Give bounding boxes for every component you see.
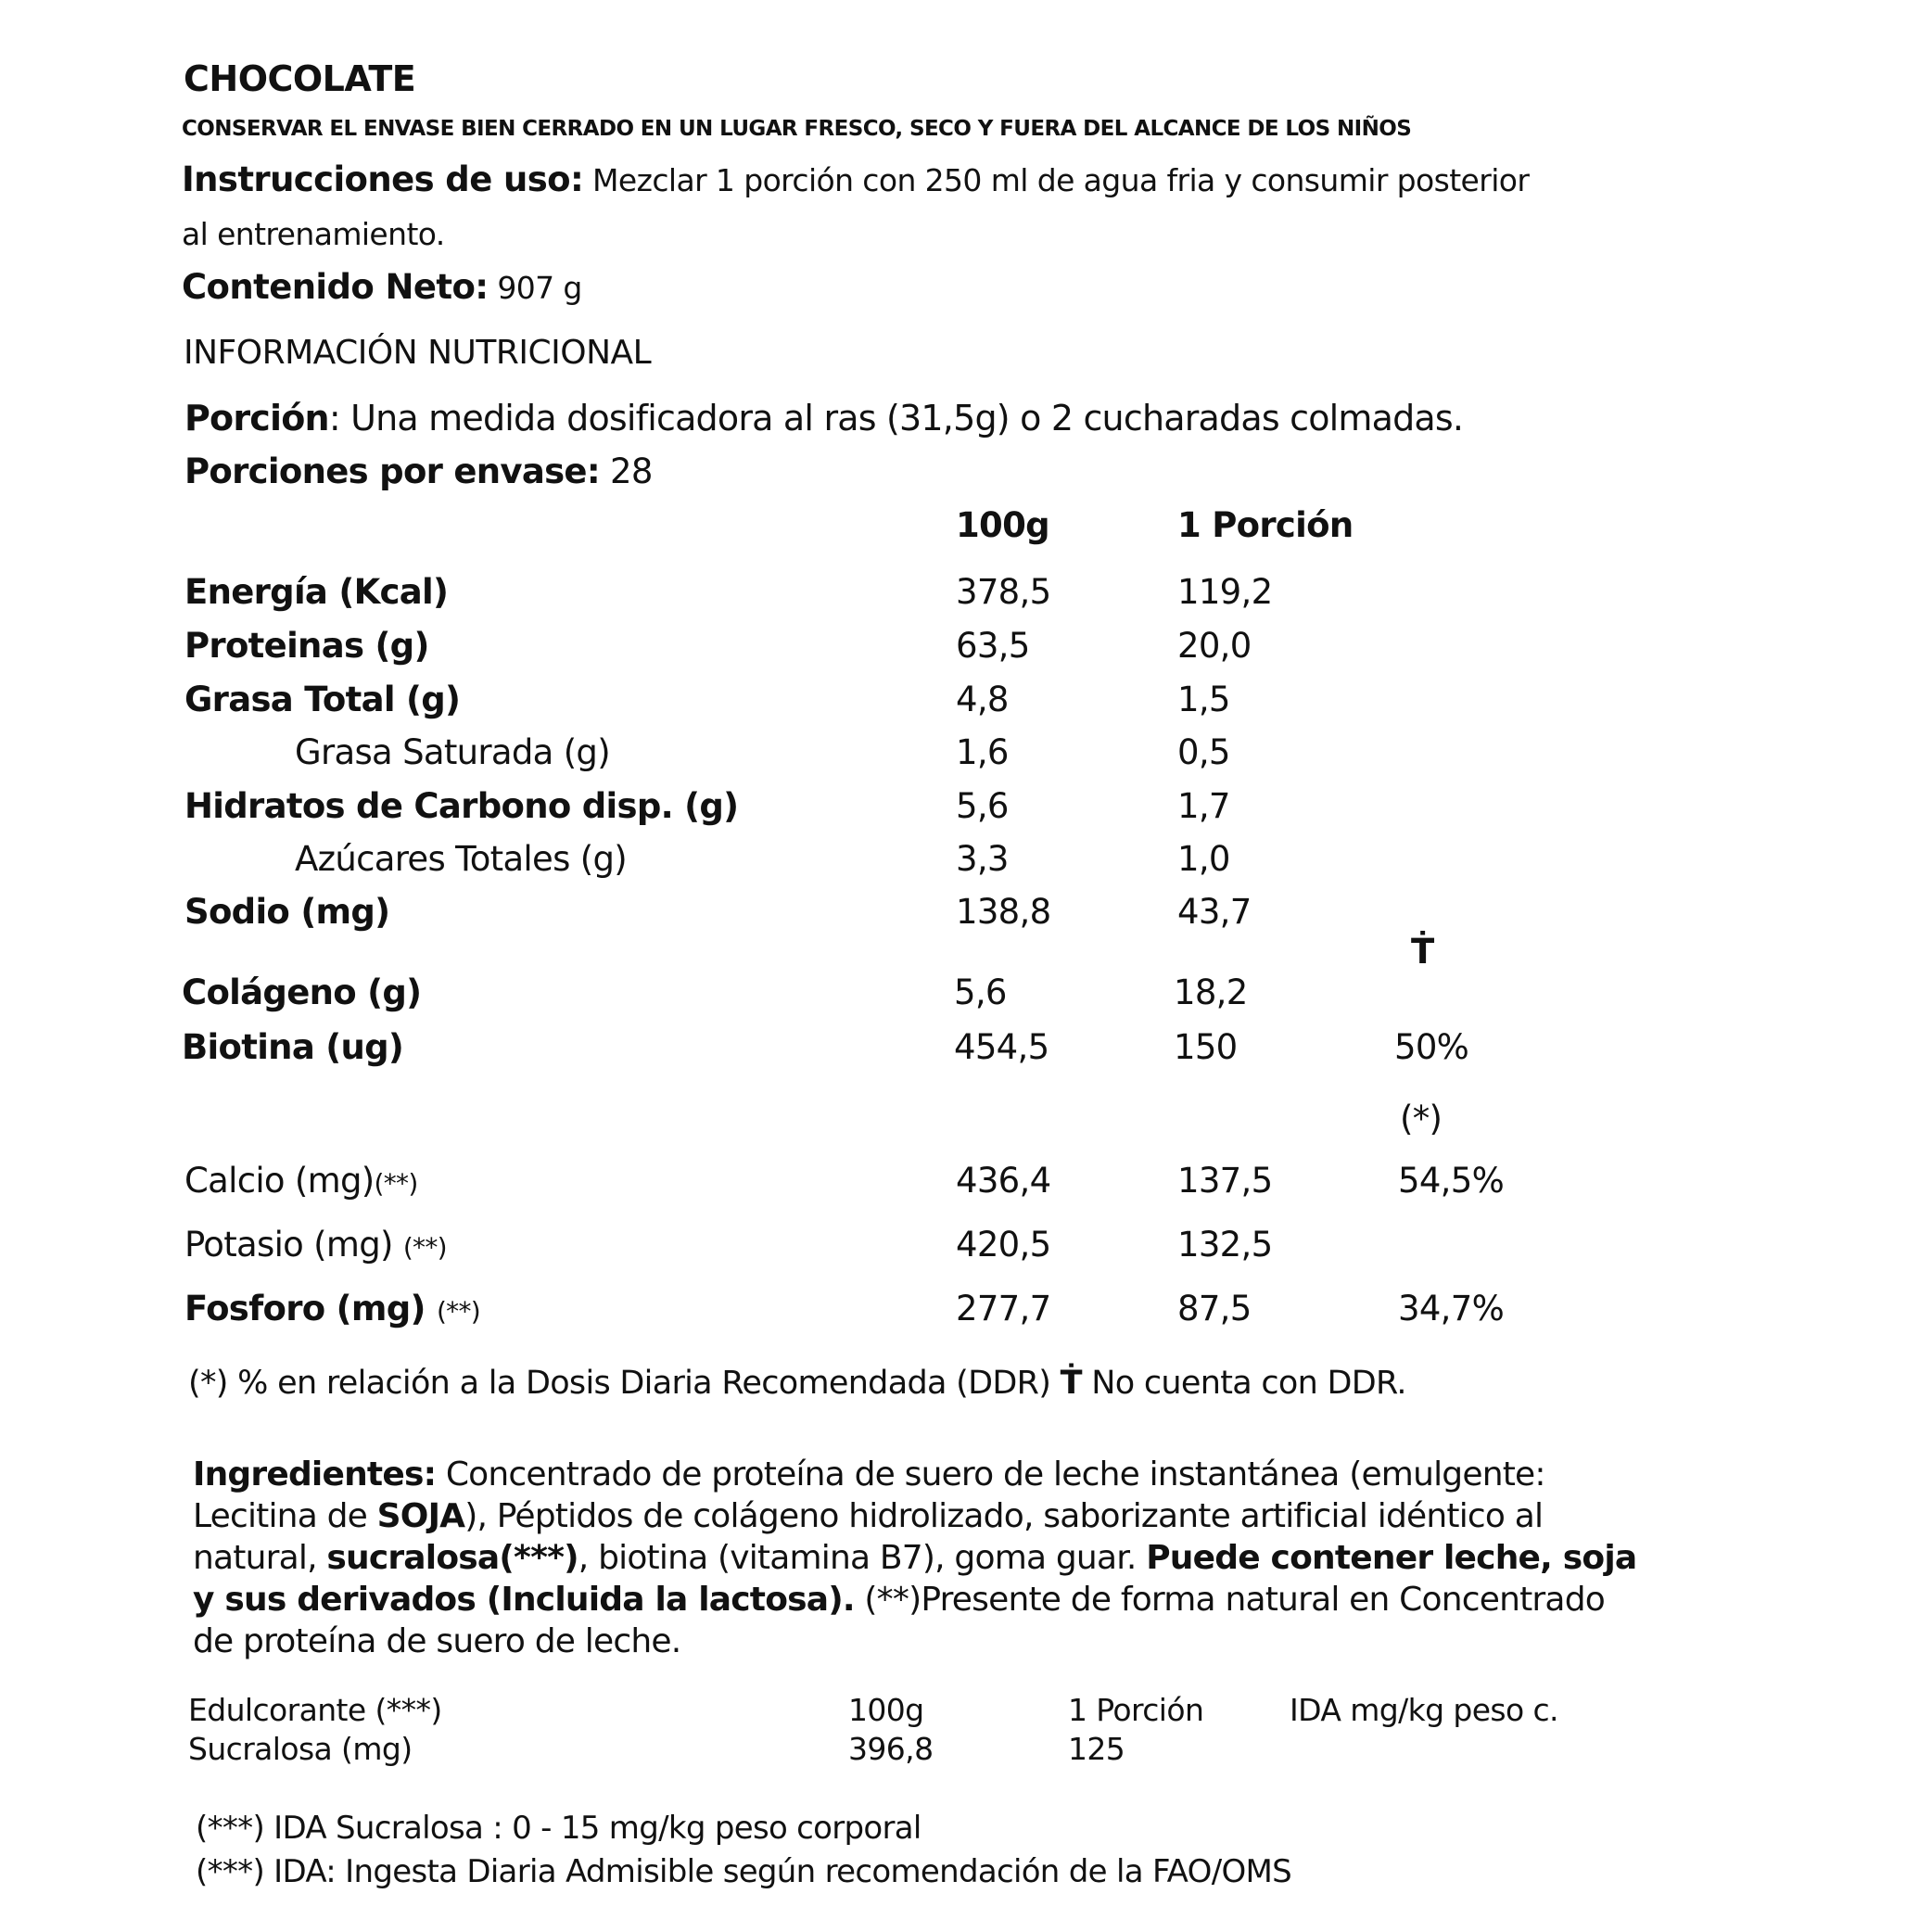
nutrient-value-100g: 138,8 (956, 892, 1051, 932)
nutrient-value-ddr: 50% (1394, 1027, 1469, 1067)
instructions-label: Instrucciones de uso: (182, 159, 584, 199)
sweetener-row-label: Sucralosa (mg) (188, 1731, 413, 1767)
mineral-value-100g: 436,4 (956, 1161, 1051, 1201)
nutrient-label: Hidratos de Carbono disp. (g) (184, 786, 739, 826)
nutrient-value-portion: 119,2 (1177, 572, 1273, 612)
dagger-symbol: Ṫ (1411, 932, 1434, 972)
instructions-line-2: al entrenamiento. (182, 216, 445, 252)
portion-line (184, 398, 1464, 439)
ingredients-text-2: ), Péptidos de colágeno hidrolizado, saborizante artificial idéntico al natural, (193, 1497, 1544, 1577)
footnote-text-1: (*) % en relación a la Dosis Diaria Recomendada (DDR) (188, 1365, 1051, 1402)
portion-label: Porción (184, 398, 329, 439)
net-content-label: Contenido Neto: (182, 267, 489, 307)
ddr-header: (*) (1400, 1099, 1443, 1138)
nutrient-label: Proteinas (g) (184, 626, 429, 666)
sweetener-row-portion: 125 (1068, 1731, 1125, 1767)
instructions-line-1 (182, 159, 1530, 199)
instructions-text: Mezclar 1 porción con 250 ml de agua fria y consumir posterior (583, 162, 1530, 198)
nutrient-value-100g: 454,5 (954, 1027, 1049, 1067)
sweetener-header-label: Edulcorante (***) (188, 1692, 442, 1728)
nutrient-label: Azúcares Totales (g) (295, 839, 627, 879)
mineral-label-line (184, 1225, 447, 1265)
servings-label: Porciones por envase: (184, 451, 600, 491)
ddr-footnote (188, 1367, 1406, 1400)
ingredients-paragraph (193, 1454, 1639, 1662)
mineral-value-portion: 132,5 (1177, 1225, 1273, 1265)
product-title: CHOCOLATE (184, 58, 416, 99)
column-header-portion: 1 Porción (1177, 505, 1354, 545)
nutrition-title: INFORMACIÓN NUTRICIONAL (184, 334, 652, 372)
nutrient-value-100g: 63,5 (956, 626, 1030, 666)
servings-line (184, 451, 653, 491)
nutrient-value-100g: 4,8 (956, 680, 1009, 719)
column-header-100g: 100g (956, 505, 1049, 545)
sweetener-note-2: (***) IDA: Ingesta Diaria Admisible según recomendación de la FAO/OMS (196, 1853, 1292, 1890)
nutrient-label: Sodio (mg) (184, 892, 390, 932)
mineral-value-portion: 137,5 (1177, 1161, 1273, 1201)
servings-value: 28 (599, 451, 653, 491)
nutrient-label: Colágeno (g) (182, 972, 422, 1012)
mineral-label: Potasio (mg) (184, 1225, 403, 1265)
mineral-value-ddr: 34,7% (1398, 1289, 1505, 1328)
mineral-label-line (184, 1291, 480, 1326)
ingredients-text-4: (**)Presente de forma natural en Concentrado de proteína de suero de leche. (193, 1581, 1605, 1660)
nutrient-value-100g: 378,5 (956, 572, 1051, 612)
mineral-label-line (184, 1161, 418, 1201)
footnote-text-2: No cuenta con DDR. (1091, 1365, 1406, 1402)
sweetener-header-portion: 1 Porción (1068, 1692, 1204, 1728)
ingredients-sucralosa: sucralosa(***) (326, 1539, 578, 1577)
nutrient-value-100g: 1,6 (956, 732, 1009, 772)
storage-warning: CONSERVAR EL ENVASE BIEN CERRADO EN UN LUGAR FRESCO, SECO Y FUERA DEL ALCANCE DE LOS NIÑOS (182, 117, 1412, 141)
mineral-value-100g: 277,7 (956, 1289, 1051, 1328)
nutrient-value-portion: 1,7 (1177, 786, 1230, 826)
mineral-value-100g: 420,5 (956, 1225, 1051, 1265)
nutrient-value-portion: 43,7 (1177, 892, 1252, 932)
portion-text: : Una medida dosificadora al ras (31,5g) o 2 cucharadas colmadas. (328, 398, 1464, 439)
ingredients-soja: SOJA (376, 1497, 465, 1535)
nutrient-label: Biotina (ug) (182, 1027, 404, 1067)
sweetener-row-100g: 396,8 (848, 1731, 934, 1767)
nutrient-value-100g: 3,3 (956, 839, 1009, 879)
sweetener-header-ida: IDA mg/kg peso c. (1290, 1692, 1558, 1728)
sweetener-note-1: (***) IDA Sucralosa : 0 - 15 mg/kg peso corporal (196, 1810, 922, 1847)
nutrient-value-portion: 18,2 (1174, 972, 1248, 1012)
footnote-dagger: Ṫ (1060, 1365, 1082, 1402)
nutrient-value-portion: 20,0 (1177, 626, 1252, 666)
net-content-value: 907 g (488, 270, 582, 306)
mineral-label: Fosforo (mg) (184, 1289, 437, 1328)
sweetener-header-100g: 100g (848, 1692, 924, 1728)
nutrient-value-100g: 5,6 (956, 786, 1009, 826)
nutrient-value-portion: 0,5 (1177, 732, 1230, 772)
nutrient-label: Energía (Kcal) (184, 572, 449, 612)
mineral-label: Calcio (mg) (184, 1161, 375, 1201)
nutrient-value-100g: 5,6 (954, 972, 1007, 1012)
nutrient-value-portion: 1,5 (1177, 680, 1230, 719)
ingredients-text-3: , biotina (vitamina B7), goma guar. (578, 1539, 1147, 1577)
mineral-value-ddr: 54,5% (1398, 1161, 1505, 1201)
ingredients-label: Ingredientes: (193, 1455, 437, 1493)
allergen-warning: Puede contener leche, soja y sus derivados (Incluida la lactosa). (193, 1539, 1637, 1619)
nutrient-label: Grasa Saturada (g) (295, 732, 610, 772)
natural-source-mark: (**) (374, 1168, 418, 1199)
natural-source-mark: (**) (402, 1232, 447, 1263)
net-content (182, 267, 582, 307)
ingredients-text-1: Concentrado de proteína de suero de leche instantánea (emulgente: Lecitina de (193, 1455, 1545, 1535)
nutrient-value-portion: 1,0 (1177, 839, 1230, 879)
nutrient-label: Grasa Total (g) (184, 680, 461, 719)
mineral-value-portion: 87,5 (1177, 1289, 1252, 1328)
nutrient-value-portion: 150 (1174, 1027, 1238, 1067)
natural-source-mark: (**) (436, 1296, 480, 1327)
